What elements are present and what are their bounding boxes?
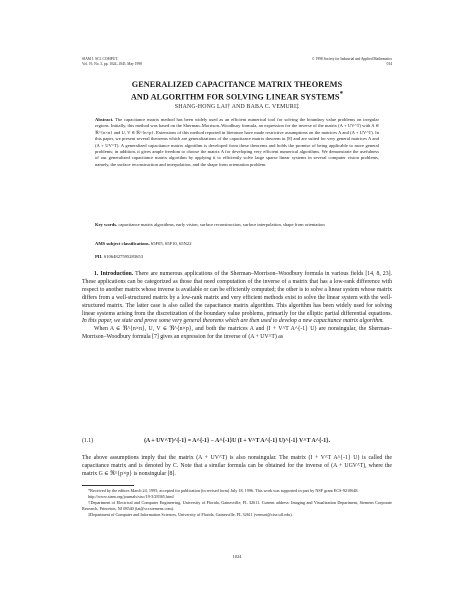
ams-text: 65F05, 65F10, 65N22 xyxy=(150,241,192,246)
running-header xyxy=(82,57,392,67)
pii-label: PII. xyxy=(95,254,103,259)
intro-text: There are numerous applications of the Sherman–Morrison–Woodbury formula in various fields [14, 8, 23]. These applications can be categorized as those that need computation of the inverse of a matrix that has a low-rank difference with respect to another matrix whose inverse is available or can be efficiently computed; the other is to solve a linear system whose matrix differs from a well-structured matrix by a low-rank matrix and very efficient methods exist to solve the linear system with the well-structured matrix. The latter case is also called the capacitance matrix algorithm. This algorithm has been widely used for solving linear systems arising from the discretization of the boundary value problems, primarily for the elliptic partial differential equations. xyxy=(82,271,392,317)
footnotes xyxy=(82,488,392,518)
abstract-text: The capacitance matrix method has been widely used as an efficient numerical tool for solving the boundary value problems on irregular regions. Initially, this method was based on the Sherman–Morrison–Woodbury formula, an expression for the inverse of the matrix (A + UV^T) with A ∈ ℜ^{n×n} and U, V ∈ ℜ^{n×p}. Extensions of this method reported in literature have made restrictive assumptions on the matrices A and (A + UV^T). In this paper, we present several theorems which are generalizations of the capacitance matrix theorem in [8] and are suited for very general matrices A and (A + UV^T). A generalized capacitance matrix algorithm is developed from these theorems and holds the promise of being applicable to more general problems; in addition, it gives ample freedom to choose the matrix A for developing very efficient numerical algorithms. We demonstrate the usefulness of our generalized capacitance matrix algorithm by applying it to efficiently solve large sparse linear systems in several computer vision problems, namely, the surface reconstruction and interpolation, and the shape from orientation problem. xyxy=(95,117,379,167)
copyright-line: © 1998 Society for Industrial and Applied Mathematics xyxy=(311,57,392,61)
journal-info xyxy=(82,57,142,67)
title-footnote-mark: * xyxy=(339,91,344,98)
abstract-label: Abstract. xyxy=(95,117,114,122)
article-code: 014 xyxy=(386,62,392,66)
ams-classifications xyxy=(95,241,379,246)
copyright-info xyxy=(312,57,392,67)
footnote-url[interactable]: http://www.siam.org/journals/sisc/19-3/28365.html xyxy=(88,493,174,499)
journal-name: SIAM J. SCI. COMPUT. xyxy=(82,57,119,61)
page-number: 1024 xyxy=(232,554,242,559)
pii-text: S1064827595283653 xyxy=(103,254,143,259)
footnote-received: *Received by the editors March 24, 1995; accepted for publication (in revised form) July 18, 1996. This work was supported in part by NSF grant ECS-9210648. xyxy=(88,488,359,493)
ams-label: AMS subject classifications. xyxy=(95,241,150,246)
footnote-author-1: †Department of Electrical and Computer Engineering, University of Florida, Gainesville, FL 32611. Current address: Imaging and Visualization Department, Siemens Corporate Research, Princeton, NJ 08540 (lai@scr.siemens.com). xyxy=(82,499,392,511)
equation-number: (1.1) xyxy=(82,438,94,444)
introduction xyxy=(82,271,392,342)
footnote-rule xyxy=(82,485,134,486)
keywords xyxy=(95,222,379,228)
journal-volume: Vol. 19, No. 3, pp. 1024–1045, May 1998 xyxy=(82,62,142,66)
abstract xyxy=(95,117,379,168)
pii xyxy=(95,254,379,259)
authors: SHANG-HONG LAI† AND BABA C. VEMURI‡ xyxy=(174,104,300,110)
title-line-1: GENERALIZED CAPACITANCE MATRIX THEOREMS xyxy=(131,80,343,89)
intro-paragraph-2: When A ∈ ℜ^{n×n}, U, V ∈ ℜ^{n×p}, and both the matrices A and (I + V^T A^{-1} U) are nonsingular, the Sherman–Morrison–Woodbury formula [7] gives an expression for the inverse of (A + UV^T) as xyxy=(82,326,392,341)
keywords-label: Key words. xyxy=(95,222,118,227)
title-line-2: AND ALGORITHM FOR SOLVING LINEAR SYSTEMS* xyxy=(130,91,344,102)
equation-1-1 xyxy=(82,438,392,446)
paper-title xyxy=(60,80,414,103)
intro-paragraph-1 xyxy=(82,271,392,326)
paragraph-3: The above assumptions imply that the matrix (A + UV^T) is also nonsingular. The matrix (I + V^T A^{-1} U) is called the capacitance matrix and is denoted by C. Note that a similar formula can be obtained for the inverse of (A + UGV^T), where the matrix G ∈ ℜ^{p×p} is nonsingular [8]. xyxy=(82,455,392,477)
section-heading: 1. Introduction. xyxy=(94,271,134,277)
body-continued xyxy=(82,455,392,479)
footnote-author-2: ‡Department of Computer and Information Sciences, University of Florida, Gainesville, FL 32611 (vemuri@cise.ufl.edu). xyxy=(88,511,293,517)
keywords-text: capacitance matrix algorithms, early vision, surface reconstruction, surface interpolation, shape from orientation xyxy=(118,222,325,227)
intro-italic-text: In this paper, we state and prove some very general theorems which are then used to develop a new capacitance matrix algorithm. xyxy=(82,318,384,325)
equation-expression: (A + UV^T)^{-1} = A^{-1} − A^{-1}U (I + V^T A^{-1} U)^{-1} V^T A^{-1}. xyxy=(144,438,330,444)
